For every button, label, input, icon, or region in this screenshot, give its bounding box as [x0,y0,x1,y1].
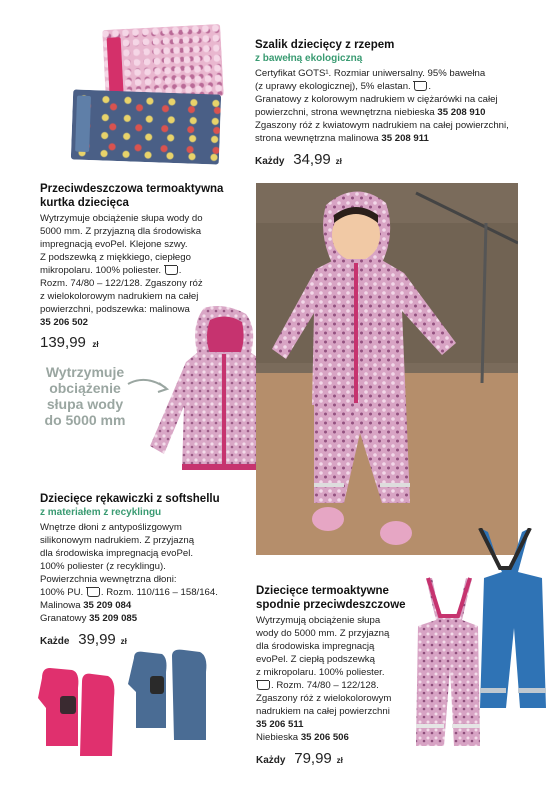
scarf-line-4: powierzchni, strona wewnętrzna niebieska [255,107,435,118]
pants-price [256,750,416,767]
jacket-code: 35 206 502 [40,317,89,328]
pants-line-1: Wytrzymują obciążenie słupa [256,615,381,626]
scarf-price [255,151,545,168]
jacket-currency: zł [92,340,99,349]
gloves-subtitle: z materiałem z recyklingu [40,507,162,518]
wash-care-icon [414,82,427,91]
pants-block [256,584,416,767]
scarf-block: Szalik dziecięcy z rzepem z bawełną ekologiczną Certyfikat GOTS¹. Rozmiar uniwersalny. 95% bawełna (z uprawy ekologicznej), 5% elastan. . Granatowy z kolorowym nadrukiem w ciężarówki na całej powierzchni, strona wewnętrzna niebieska 35 208 910 Zgaszony róż z kwiatowym nadrukiem na całej powierzchni, strona wewnętrzna malinowa 35 208 911 Każdy 34,99 zł [255,38,545,168]
jacket-title-1: Przeciwdeszczowa termoaktywna [40,183,224,195]
pants-image [410,528,552,750]
jacket-line-1: Wytrzymuje obciążenie słupa wody do [40,213,203,224]
scarf-code-pink: 35 208 911 [381,133,429,144]
jacket-title-2: kurtka dziecięca [40,197,129,209]
gloves-line-2: silikonowym nadrukiem. Z przyjazną [40,535,195,546]
jacket-line-3: impregnacją evoPel. Klejone szwy. [40,239,188,250]
jacket-line-7: z wielokolorowym nadrukiem na całej [40,291,199,302]
wash-care-icon [257,681,270,690]
scarf-navy-image [71,89,221,164]
gloves-block: Dziecięce rękawiczki z softshellu z materiałem z recyklingu Wnętrze dłoni z antypoślizgowym silikonowym nadrukiem. Z przyjazną dla środowiska impregnacją evoPel. 100% poliester (z recyklingu). Powierzchnia wewnętrzna dłoni: 100% PU. . Rozm. 110/116 – 158/164. Malinowa 35 209 084 Granatowy 35 209 085 Każde 39,99 zł [40,492,250,648]
pants-line-7: Zgaszony róż z wielokolorowym [256,693,392,704]
pants-variant-blue-label: Niebieska [256,732,299,743]
wash-care-icon [165,266,178,275]
callout-line-1: Wytrzymuje [45,364,125,380]
pants-line-2: wody do 5000 mm. Z przyjazną [256,628,390,639]
gloves-line-5: Powierzchnia wewnętrzna dłoni: [40,574,177,585]
gloves-price [40,631,250,648]
gloves-line-4: 100% poliester (z recyklingu). [40,561,166,572]
pants-price-label: Każdy [256,755,286,766]
pants-line-3: dla środowiska impregnacją [256,641,375,652]
jacket-line-6: Rozm. 74/80 – 122/128. Zgaszony róż [40,278,203,289]
pants-line-5: z mikropolaru. 100% poliester. [256,667,385,678]
gloves-currency: zł [120,637,127,646]
scarf-line-3: Granatowy z kolorowym nadrukiem w ciężarówki na całej [255,94,498,105]
jacket-line-8: powierzchni, podszewka: malinowa [40,304,190,315]
scarf-line-2: (z uprawy ekologicznej), 5% elastan. [255,81,411,92]
gloves-variant-pink-label: Malinowa [40,600,81,611]
gloves-line-3: dla środowiska impregnacją evoPel. [40,548,194,559]
scarf-currency: zł [335,157,342,166]
pants-title-2: spodnie przeciwdeszczowe [256,599,406,611]
gloves-line-7: Rozm. 110/116 – 158/164. [106,587,218,598]
child-photo-illustration [256,183,518,555]
pants-line-4: evoPel. Z ciepłą podszewką [256,654,375,665]
gloves-variant-navy-label: Granatowy [40,613,87,624]
pants-title-1: Dziecięce termoaktywne [256,585,389,597]
jacket-line-4: Z podszewką z miękkiego, ciepłego [40,252,191,263]
scarf-code-navy: 35 208 910 [437,107,486,118]
wash-care-icon [87,588,100,597]
scarf-line-1: Certyfikat GOTS¹. Rozmiar uniwersalny. 95% bawełna [255,68,486,79]
gloves-variant-pink-code: 35 209 084 [83,600,132,611]
jacket-price-value: 139,99 [40,334,86,351]
gloves-title: Dziecięce rękawiczki z softshellu [40,493,220,505]
jacket-line-2: 5000 mm. Z przyjazną dla środowiska [40,226,202,237]
scarf-line-5: Zgaszony róż z kwiatowym nadrukiem na całej powierzchni, [255,120,509,131]
scarf-price-value: 34,99 [293,151,331,168]
scarf-price-label: Każdy [255,156,285,167]
pants-line-8: nadrukiem na całej powierzchni [256,706,390,717]
scarf-line-6: strona wewnętrzna malinowa [255,133,379,144]
pants-line-6: . Rozm. 74/80 – 122/128. [271,680,379,691]
pants-price-value: 79,99 [294,750,332,767]
waterproof-callout [30,364,140,428]
jacket-block: Przeciwdeszczowa termoaktywna kurtka dziecięca Wytrzymuje obciążenie słupa wody do 5000 mm. Z przyjazną dla środowiska impregnacją evoPel. Klejone szwy. Z podszewką z miękkiego, ciepłego mikropolaru. 100% poliester. . Rozm. 74/80 – 122/128. Zgaszony róż z wielokolorowym nadrukiem na całej powierzchni, podszewka: malinowa 35 206 502 139,99 zł [40,182,250,352]
gloves-image [36,648,216,760]
pants-code-pink: 35 206 511 [256,719,304,730]
callout-line-2: obciążenie [49,380,121,396]
scarf-title: Szalik dziecięcy z rzepem [255,39,395,51]
gloves-line-6: 100% PU. [40,587,84,598]
scarf-subtitle: z bawełną ekologiczną [255,53,363,64]
gloves-price-value: 39,99 [78,631,116,648]
pants-currency: zł [336,756,343,765]
gloves-line-1: Wnętrze dłoni z antypoślizgowym [40,522,182,533]
gloves-price-label: Każde [40,636,70,647]
pants-variant-blue-code: 35 206 506 [300,732,349,743]
callout-line-3: słupa wody [46,396,124,412]
jacket-line-5: mikropolaru. 100% poliester. [40,265,162,276]
child-photo [256,183,518,555]
gloves-variant-navy-code: 35 209 085 [89,613,138,624]
callout-line-4: do 5000 mm [44,412,126,428]
